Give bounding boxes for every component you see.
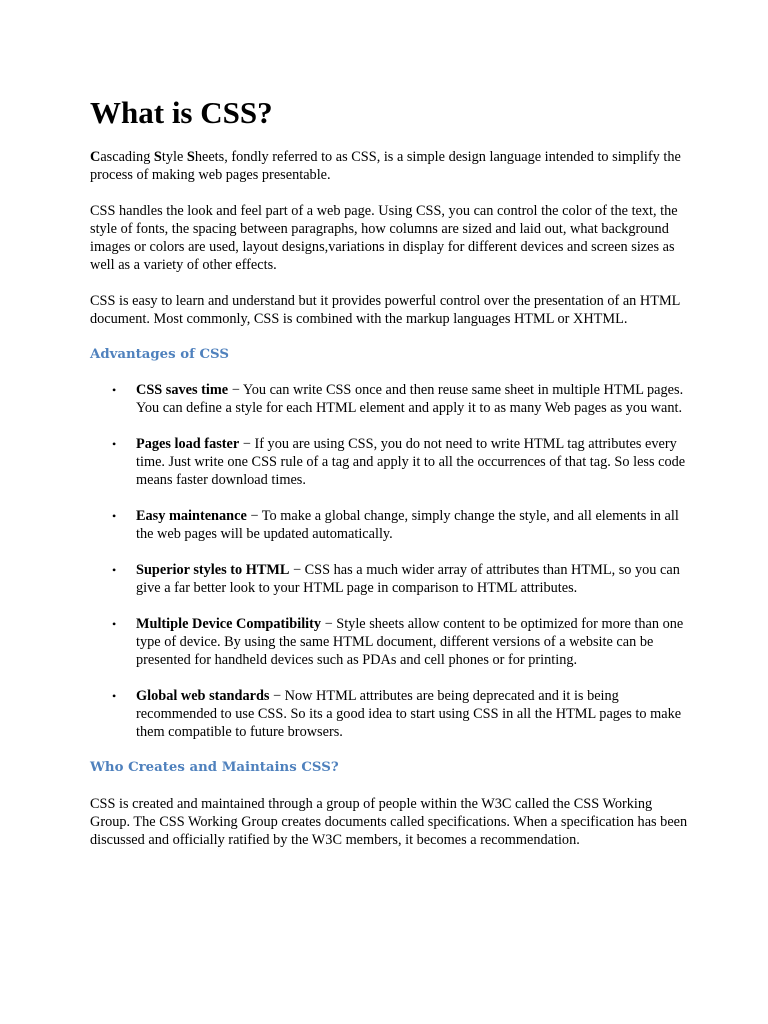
list-item-text: − Style sheets allow content to be optimized for more than one type of device. By using the same HTML document, different versions of a website can be presented for handheld devices such as PDAs and cell phones or for printing. (136, 616, 684, 668)
intro-s-rest: tyle (161, 149, 187, 165)
list-item (90, 507, 690, 543)
intro-c-letter: C (90, 149, 101, 165)
list-item-term: Pages load faster (136, 436, 240, 452)
intro-paragraph (90, 148, 690, 184)
look-and-feel-paragraph: CSS handles the look and feel part of a web page. Using CSS, you can control the color of the text, the style of fonts, the spacing between paragraphs, how columns are sized and laid out, what background images or colors are used, layout designs,variations in display for different devices and screen sizes as well as a variety of other effects. (90, 203, 678, 273)
bullet-icon: • (112, 563, 117, 577)
easy-to-learn-paragraph: CSS is easy to learn and understand but it provides powerful control over the presentation of an HTML document. Most commonly, CSS is combined with the markup languages HTML or XHTML. (90, 293, 680, 327)
bullet-icon: • (112, 509, 117, 523)
page-title: What is CSS? (90, 95, 273, 130)
list-item (90, 687, 690, 741)
bullet-icon: • (112, 383, 117, 397)
who-creates-paragraph: CSS is created and maintained through a group of people within the W3C called the CSS Working Group. The CSS Working Group creates documents called specifications. When a specification has been discussed and officially ratified by the W3C members, it becomes a recommendation. (90, 796, 688, 848)
list-item-term: CSS saves time (136, 382, 229, 398)
list-item-text: − To make a global change, simply change the style, and all elements in all the web pages will be updated automatically. (136, 508, 679, 542)
intro-sh-rest: heets, fondly referred to as CSS, is a simple design language intended to simplify the process of making web pages presentable. (90, 149, 681, 183)
list-item-text: − You can write CSS once and then reuse same sheet in multiple HTML pages. You can define a style for each HTML element and apply it to as many Web pages as you want. (136, 382, 684, 416)
list-item-term: Global web standards (136, 688, 270, 704)
list-item-term: Superior styles to HTML (136, 562, 290, 578)
list-item (90, 615, 690, 669)
list-item (90, 435, 690, 489)
list-item-term: Easy maintenance (136, 508, 247, 524)
advantages-heading: Advantages of CSS (90, 347, 229, 362)
list-item-text: − Now HTML attributes are being deprecated and it is being recommended to use CSS. So its a good idea to start using CSS in all the HTML pages to make them compatible to future browsers. (136, 688, 682, 740)
list-item-text: − If you are using CSS, you do not need to write HTML tag attributes every time. Just write one CSS rule of a tag and apply it to all the occurrences of that tag. So less code means faster download times. (136, 436, 686, 488)
bullet-icon: • (112, 437, 117, 451)
document-page (90, 95, 690, 849)
who-creates-heading: Who Creates and Maintains CSS? (90, 760, 339, 775)
list-item-term: Multiple Device Compatibility (136, 616, 322, 632)
bullet-icon: • (112, 689, 117, 703)
intro-s-letter: S (153, 149, 162, 165)
bullet-icon: • (112, 617, 117, 631)
list-item (90, 381, 690, 417)
list-item-text: − CSS has a much wider array of attributes than HTML, so you can give a far better look to your HTML page in comparison to HTML attributes. (136, 562, 680, 596)
advantages-list (90, 381, 690, 741)
intro-c-rest: ascading (100, 149, 154, 165)
intro-sh-letter: S (186, 149, 195, 165)
list-item (90, 561, 690, 597)
